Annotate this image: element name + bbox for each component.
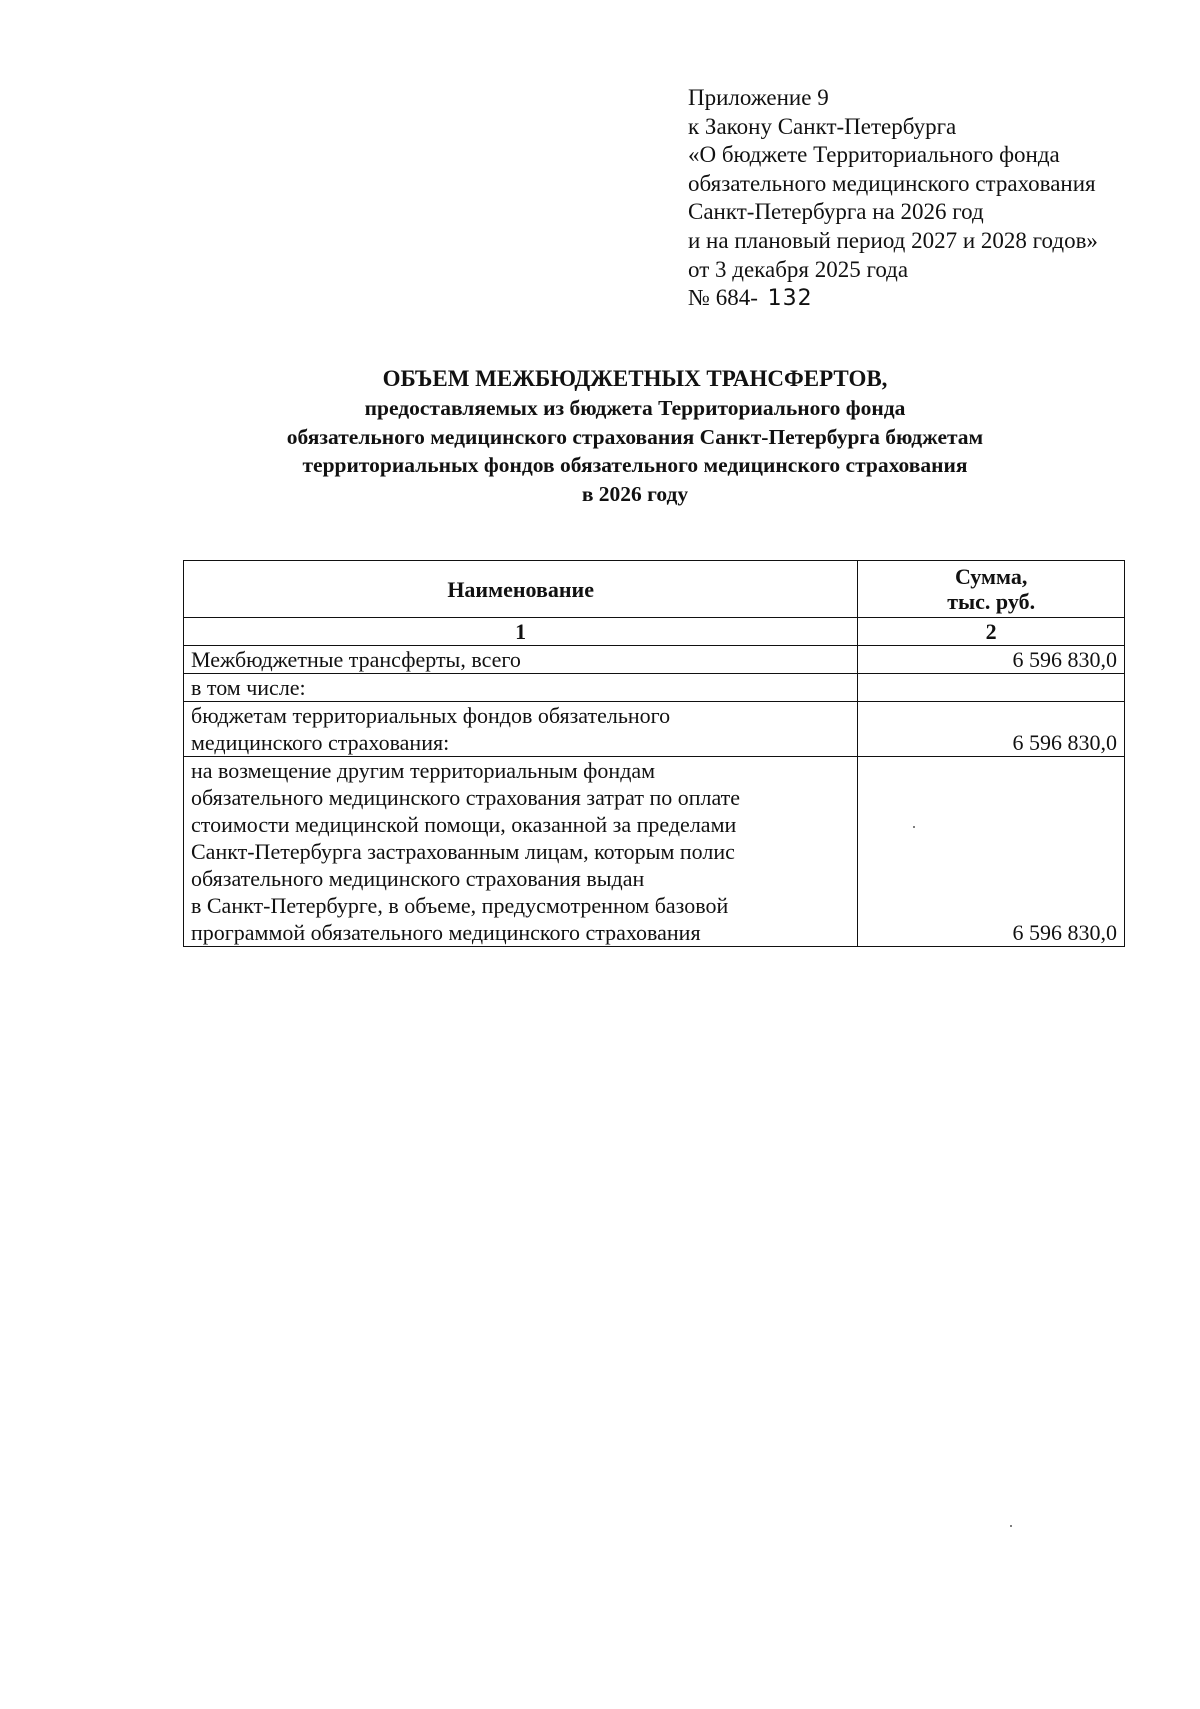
annex-line-title-1: «О бюджете Территориального фонда [688,142,1060,168]
header-name: Наименование [184,561,858,618]
annex-header [688,84,1098,314]
row-name-reimbursement [184,757,858,947]
row-name-funds-line: бюджетам территориальных фондов обязательного [191,703,671,728]
row-name-reimbursement-line: стоимости медицинской помощи, оказанной за пределами [191,812,737,837]
annex-number-prefix: № 684- [688,285,758,311]
row-name-funds-line: медицинского страхования: [191,730,450,755]
annex-number-handwritten: 132 [767,286,813,312]
header-sum-line-1: Сумма, [954,564,1028,589]
row-name-reimbursement-line: на возмещение другим территориальным фондам [191,758,656,783]
scan-speck [1010,1525,1012,1527]
title-sub-line-4: в 2026 году [581,481,689,506]
row-name-reimbursement-line: программой обязательного медицинского страхования [191,920,701,945]
row-sum-including [858,674,1125,702]
annex-line-appendix: Приложение 9 [688,85,829,110]
annex-line-number [688,284,1098,314]
annex-line-title-2: обязательного медицинского страхования [688,170,1096,196]
column-number-row [184,618,1125,646]
scan-speck [913,826,915,828]
column-number-1: 1 [184,618,858,646]
row-sum-funds: 6 596 830,0 [858,702,1125,757]
title-main: ОБЪЕМ МЕЖБЮДЖЕТНЫХ ТРАНСФЕРТОВ, [382,366,888,391]
annex-line-law: к Закону Санкт-Петербурга [688,113,957,139]
row-sum-reimbursement: 6 596 830,0 [858,757,1125,947]
row-name-reimbursement-line: в Санкт-Петербурге, в объеме, предусмотренном базовой [191,893,729,918]
title-sub-line-3: территориальных фондов обязательного медицинского страхования [302,453,968,477]
row-name-including: в том числе: [184,674,858,702]
table-row [184,646,1125,674]
row-name-total: Межбюджетные трансферты, всего [184,646,858,674]
row-name-reimbursement-line: обязательного медицинского страхования затрат по оплате [191,785,741,810]
row-name-reimbursement-line: обязательного медицинского страхования выдан [191,866,645,891]
row-name-reimbursement-line: Санкт-Петербурга застрахованным лицам, которым полис [191,839,735,864]
annex-line-date: от 3 декабря 2025 года [688,256,909,282]
column-number-2: 2 [858,618,1125,646]
table-row [184,757,1125,947]
header-sum [858,561,1125,618]
table-row [184,702,1125,757]
header-sum-line-2: тыс. руб. [947,589,1036,614]
title-sub-line-1: предоставляемых из бюджета Территориального фонда [364,396,906,420]
row-sum-total: 6 596 830,0 [858,646,1125,674]
row-name-funds [184,702,858,757]
annex-line-title-4: и на плановый период 2027 и 2028 годов» [688,227,1098,253]
annex-line-title-3: Санкт-Петербурга на 2026 год [688,199,984,225]
document-title [0,364,1200,508]
title-sub-line-2: обязательного медицинского страхования Санкт-Петербурга бюджетам [286,424,984,449]
table-header-row [184,561,1125,618]
transfers-table [183,560,1125,947]
table-row [184,674,1125,702]
